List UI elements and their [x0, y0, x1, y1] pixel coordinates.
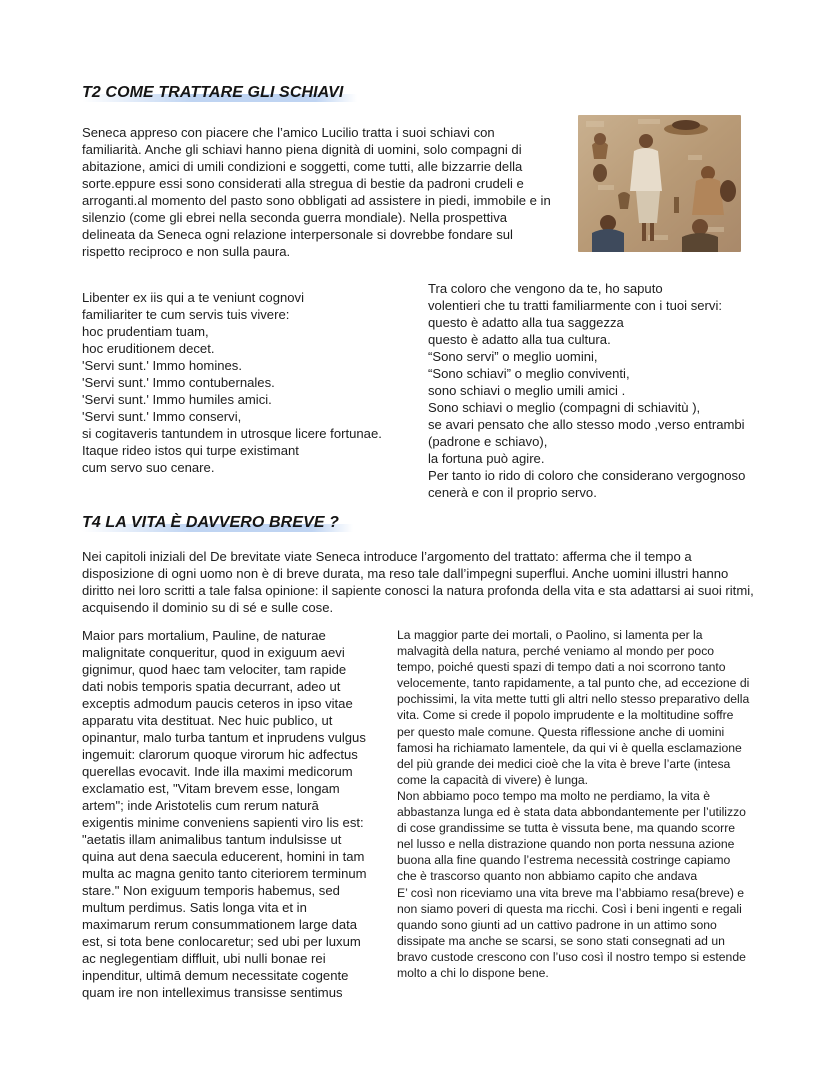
latin-line: exclamatio est, "Vitam brevem esse, longam	[82, 781, 340, 796]
translation-line: per questo male comune. Questa riflessione anche di uomini	[397, 724, 725, 739]
latin-line: 'Servi sunt.' Immo homines.	[82, 358, 242, 373]
translation-line: sono schiavi o meglio umili amici .	[428, 383, 626, 398]
translation-line: la fortuna può agire.	[428, 451, 545, 466]
translation-line: tempo, poiché questi spazi di tempo dati a noi scorrono tanto	[397, 660, 726, 675]
translation-line: La maggior parte dei mortali, o Paolino, si lamenta per la	[397, 628, 703, 642]
section-heading-t2: T2 COME TRATTARE GLI SCHIAVI	[82, 84, 357, 102]
latin-line: Itaque rideo istos qui turpe existimant	[82, 443, 299, 458]
translation-line: abbastanza lunga ed è stata data abbondantemente per l’utilizzo	[397, 805, 746, 820]
translation-line: Non abbiamo poco tempo ma molto ne perdiamo, la vita è	[397, 788, 710, 803]
latin-line: 'Servi sunt.' Immo contubernales.	[82, 375, 275, 390]
latin-line: dati nobis temporis spatia decurrant, adeo ut	[82, 679, 341, 694]
latin-line: inpenditur, ultimā demum necessitate cogente	[82, 968, 349, 983]
translation-line: che è trascorso quanto non abbiamo capito che andava	[397, 869, 698, 884]
latin-line: maximarum rerum consummationem large data	[82, 917, 358, 932]
latin-line: si cogitaveris tantundem in utrosque licere fortunae.	[82, 426, 382, 441]
latin-line: est, si tota bene conlocaretur; sed ubi per luxum	[82, 934, 361, 949]
latin-line: Maior pars mortalium, Pauline, de naturae	[82, 628, 326, 643]
translation-line: pochissimi, la vita mette tutti gli altri nello stesso preparativo della	[397, 692, 750, 707]
latin-line: apparatu vita destituat. Nec huic publico, ut	[82, 713, 333, 728]
latin-line: multum perdimus. Satis longa vita et in	[82, 900, 307, 915]
translation-line: Tra coloro che vengono da te, ho saputo	[428, 281, 663, 296]
translation-line: questo è adatto alla tua saggezza	[428, 315, 624, 330]
t2-intro-paragraph: Seneca appreso con piacere che l’amico Lucilio tratta i suoi schiavi con familiarità. Anche gli schiavi hanno piena dignità di uomini, solo compagni di abitazione, amici di umili condizioni e soggetti, come tutti, alle bizzarrie della sorte.eppure essi sono considerati alla stregua di bestie da padroni crudeli e arroganti.al momento del pasto sono obbligati ad assistere in piedi, immobile e in silenzio (come gli ebrei nella seconda guerra mondiale). Nella prospettiva delineata da Seneca ogni relazione interpersonale si dovrebbe fondare sul rispetto reciproco e non sulla paura.	[82, 125, 551, 259]
latin-line: exigentis minime conveniens sapienti viro lis est:	[82, 815, 364, 830]
translation-line: se avari pensato che allo stesso modo ,verso entrambi	[428, 417, 745, 432]
latin-line: "aetatis illam animalibus tantum indulsisse ut	[82, 832, 342, 847]
translation-line: velocemente, tanto rapidamente, a tal punto che, ad eccezione di	[397, 676, 750, 691]
translation-line: del più grande dei medici cioè che la vita è breve l’arte (intesa	[397, 756, 731, 771]
latin-line: cum servo suo cenare.	[82, 460, 215, 475]
latin-line: quam ire non intelleximus transisse sentimus	[82, 985, 343, 1000]
latin-line: hoc prudentiam tuam,	[82, 324, 209, 339]
latin-line: quina aut dena saecula educerent, homini in tam	[82, 849, 365, 864]
t4-intro-paragraph: Nei capitoli iniziali del De brevitate viate Seneca introduce l’argomento del trattato: afferma che il tempo a disposizione di ogni uomo non è di breve durata, ma reso tale dall’impegni superflui. Anche uomini illustri hanno diritto nei loro scritti a tale falsa opinione: il sapiente conosci la natura profonda della vita e sta adattarsi ai suoi ritmi, acquisendo il dominio su di sé e sulle cose.	[82, 549, 754, 615]
translation-line: Per tanto io rido di coloro che considerano vergognoso	[428, 468, 746, 483]
translation-line: nel lusso e nella distrazione quando non porta nessuna azione	[397, 837, 735, 852]
translation-line: dissipate ma anche se scarsi, se sono stati consegnati ad un	[397, 933, 725, 948]
translation-line: questo è adatto alla tua cultura.	[428, 332, 611, 347]
translation-line: “Sono servi” o meglio uomini,	[428, 349, 598, 364]
latin-line: 'Servi sunt.' Immo humiles amici.	[82, 392, 272, 407]
translation-line: volentieri che tu tratti familiarmente con i tuoi servi:	[428, 298, 723, 313]
translation-line: famosi ha richiamato lamentele, da qui vi è quella esclamazione	[397, 740, 742, 755]
latin-line: ac neglegentiam diffluit, ubi nulli bonae rei	[82, 951, 326, 966]
roman-mosaic-image	[578, 115, 741, 252]
translation-line: di cose grandissime se tutta è vissuta bene, ma quando scorre	[397, 821, 736, 836]
latin-line: 'Servi sunt.' Immo conservi,	[82, 409, 242, 424]
latin-line: gignimur, quod haec tam velociter, tam rapide	[82, 662, 347, 677]
latin-line: multa ac magna genito tanto citeriorem terminum	[82, 866, 367, 881]
latin-line: ingemuit: clarorum quoque virorum hic adfectus	[82, 747, 358, 762]
translation-line: quando sono giunti ad un cattivo padrone in un attimo sono	[397, 917, 717, 932]
translation-line: E’ così non riceviamo una vita breve ma l’abbiamo resa(breve) e	[397, 885, 745, 900]
translation-line: (padrone e schiavo),	[428, 434, 548, 449]
translation-line: Sono schiavi o meglio (compagni di schiavitù ),	[428, 400, 701, 415]
translation-line: malvagità della natura, perché veniamo al mondo per poco	[397, 644, 715, 659]
latin-line: Libenter ex iis qui a te veniunt cognovi	[82, 290, 305, 305]
latin-line: stare." Non exiguum temporis habemus, sed	[82, 883, 340, 898]
translation-line: bravo custode crescono con l’uso così il nostro tempo si estende	[397, 949, 746, 964]
latin-line: malignitate conqueritur, quod in exiguum aevi	[82, 645, 345, 660]
translation-line: molto a chi lo dispone bene.	[397, 965, 549, 980]
t4-latin-text	[82, 627, 367, 1001]
latin-line: hoc eruditionem decet.	[82, 341, 215, 356]
translation-line: buona alla fine quando l’estrema necessità costringe capiamo	[397, 853, 731, 868]
latin-line: artem"; inde Aristotelis cum rerum naturā	[82, 798, 319, 813]
translation-line: “Sono schiavi” o meglio conviventi,	[428, 366, 630, 381]
translation-line: non siamo poveri di questa ma ricchi. Così i beni ingenti e regali	[397, 901, 742, 916]
latin-line: familiariter te cum servis tuis vivere:	[82, 307, 290, 322]
latin-line: opinantur, malo turba tantum et inprudens vulgus	[82, 730, 366, 745]
t2-latin-text	[82, 289, 382, 476]
translation-line: come la capacità di vivere) è lunga.	[397, 772, 589, 787]
t4-italian-translation	[397, 627, 749, 981]
latin-line: querellas evocavit. Inde illa maximi medicorum	[82, 764, 353, 779]
translation-line: cenerà e con il proprio servo.	[428, 485, 597, 500]
section-heading-t4: T4 LA VITA È DAVVERO BREVE ?	[82, 514, 353, 532]
t2-italian-translation	[428, 280, 745, 501]
translation-line: vita. Come si crede il popolo imprudente e la moltitudine soffre	[397, 708, 734, 723]
latin-line: exceptis admodum paucis ceteros in ipso vitae	[82, 696, 353, 711]
